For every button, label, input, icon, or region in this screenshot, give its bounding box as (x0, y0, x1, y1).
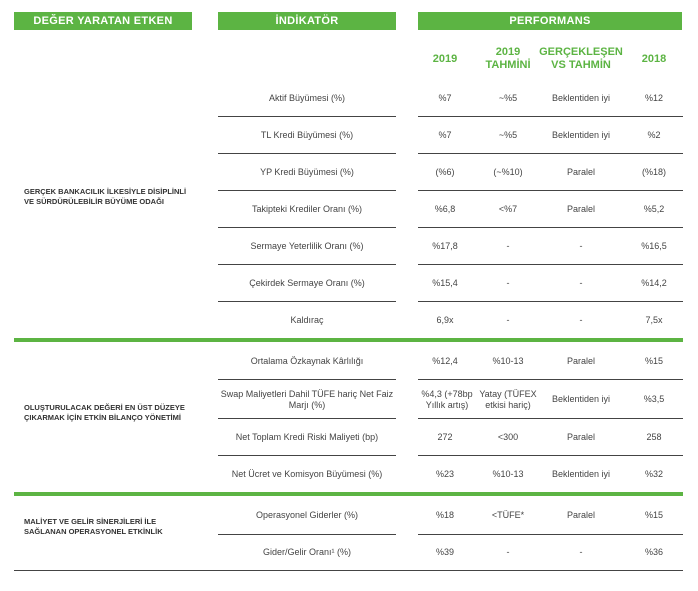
value-2019: (%6) (435, 166, 455, 177)
value-forecast: ~%5 (498, 129, 518, 140)
table-bottom-rule (14, 570, 683, 571)
header-indicator: İNDİKATÖR (218, 12, 396, 30)
row-divider (418, 379, 683, 380)
value-forecast: Yatay (TÜFEX etkisi hariç) (479, 388, 537, 410)
value-2018: 258 (646, 431, 662, 442)
value-forecast: <TÜFE* (491, 510, 525, 520)
row-divider (218, 379, 396, 380)
indicator-cell: Net Ücret ve Komisyon Büyümesi (%) (231, 468, 383, 479)
value-2019: %7 (438, 92, 452, 103)
indicator-cell: Swap Maliyetleri Dahil TÜFE hariç Net Faiz Marjı (%) (220, 388, 394, 410)
value-2018: %3,5 (643, 394, 665, 404)
value-2018: %36 (644, 546, 663, 557)
value-forecast: <%7 (498, 203, 518, 214)
value-vs: Paralel (566, 431, 595, 442)
row-divider (418, 264, 683, 265)
row-divider (418, 116, 683, 117)
row-divider (418, 455, 683, 456)
value-forecast: %10-13 (492, 356, 524, 366)
row-divider (218, 116, 396, 117)
row-divider (218, 227, 396, 228)
row-divider (218, 301, 396, 302)
group-separator (14, 338, 683, 342)
value-2019: %17,8 (432, 240, 458, 251)
value-vs: - (579, 546, 583, 557)
value-2019: %6,8 (434, 203, 456, 214)
indicator-cell: Takipteki Krediler Oranı (%) (251, 203, 363, 214)
indicator-cell: YP Kredi Büyümesi (%) (260, 166, 354, 177)
value-2019: %12,4 (432, 356, 458, 366)
value-forecast: - (506, 277, 510, 288)
value-2018: %15 (644, 356, 663, 366)
value-forecast: <300 (497, 431, 519, 442)
value-vs: Paralel (566, 356, 595, 366)
value-2018: %2 (647, 129, 661, 140)
value-vs: Beklentiden iyi (551, 394, 611, 404)
row-divider (218, 418, 396, 419)
indicator-cell: TL Kredi Büyümesi (%) (260, 129, 354, 140)
col-header-2019-forecast: 2019 TAHMİNİ (485, 46, 531, 71)
value-2019: 272 (437, 431, 453, 442)
value-forecast: %10-13 (492, 468, 524, 479)
group-separator (14, 492, 683, 496)
value-2019: %39 (435, 546, 454, 557)
row-divider (418, 534, 683, 535)
value-2018: %5,2 (643, 203, 665, 214)
value-2018: %32 (644, 468, 663, 479)
indicator-cell: Kaldıraç (290, 314, 324, 325)
value-vs: - (579, 240, 583, 251)
value-forecast: - (506, 240, 510, 251)
value-forecast: ~%5 (498, 92, 518, 103)
value-2019: 6,9x (436, 314, 454, 325)
indicator-cell: Ortalama Özkaynak Kârlılığı (250, 356, 364, 366)
value-2018: %15 (644, 510, 663, 520)
col-header-2019: 2019 (432, 52, 458, 65)
col-header-actual-vs-forecast: GERÇEKLEŞEN VS TAHMİN (539, 46, 623, 71)
value-2018: %12 (644, 92, 663, 103)
value-vs: Paralel (566, 510, 595, 520)
row-divider (418, 227, 683, 228)
value-2018: %16,5 (641, 240, 667, 251)
value-2018: %14,2 (641, 277, 667, 288)
row-divider (218, 534, 396, 535)
value-forecast: - (506, 546, 510, 557)
value-2019: %18 (435, 510, 454, 520)
row-divider (418, 153, 683, 154)
group-label-efficiency: MALİYET VE GELİR SİNERJİLERİ İLE SAĞLANAN OPERASYONEL ETKİNLİK (24, 517, 163, 536)
indicator-cell: Aktif Büyümesi (%) (268, 92, 346, 103)
row-divider (418, 190, 683, 191)
row-divider (218, 190, 396, 191)
value-forecast: - (506, 314, 510, 325)
value-vs: - (579, 277, 583, 288)
col-header-2018: 2018 (641, 52, 667, 65)
indicator-cell: Gider/Gelir Oranı¹ (%) (262, 546, 351, 557)
value-2018: (%18) (641, 166, 666, 177)
value-forecast: (~%10) (493, 166, 523, 177)
value-2019: %7 (438, 129, 452, 140)
value-2019: %4,3 (+78bp Yıllık artış) (421, 388, 473, 410)
value-vs: Paralel (566, 203, 595, 214)
indicator-cell: Operasyonel Giderler (%) (255, 510, 359, 520)
value-2018: 7,5x (645, 314, 663, 325)
value-2019: %23 (435, 468, 454, 479)
header-value-driver: DEĞER YARATAN ETKEN (14, 12, 192, 30)
header-performance: PERFORMANS (418, 12, 682, 30)
indicator-cell: Net Toplam Kredi Riski Maliyeti (bp) (235, 431, 379, 442)
value-vs: Beklentiden iyi (551, 129, 611, 140)
value-2019: %15,4 (432, 277, 458, 288)
row-divider (218, 153, 396, 154)
indicator-cell: Sermaye Yeterlilik Oranı (%) (250, 240, 364, 251)
row-divider (218, 264, 396, 265)
row-divider (218, 455, 396, 456)
value-vs: Beklentiden iyi (551, 468, 611, 479)
indicator-cell: Çekirdek Sermaye Oranı (%) (249, 277, 365, 288)
value-vs: Paralel (566, 166, 595, 177)
value-vs: Beklentiden iyi (551, 92, 611, 103)
group-label-balance-sheet: OLUŞTURULACAK DEĞERİ EN ÜST DÜZEYE ÇIKARMAK İÇİN ETKİN BİLANÇO YÖNETİMİ (24, 403, 185, 422)
value-vs: - (579, 314, 583, 325)
group-label-growth: GERÇEK BANKACILIK İLKESİYLE DİSİPLİNLİ VE SÜRDÜRÜLEBİLİR BÜYÜME ODAĞI (24, 187, 187, 206)
row-divider (418, 418, 683, 419)
row-divider (418, 301, 683, 302)
